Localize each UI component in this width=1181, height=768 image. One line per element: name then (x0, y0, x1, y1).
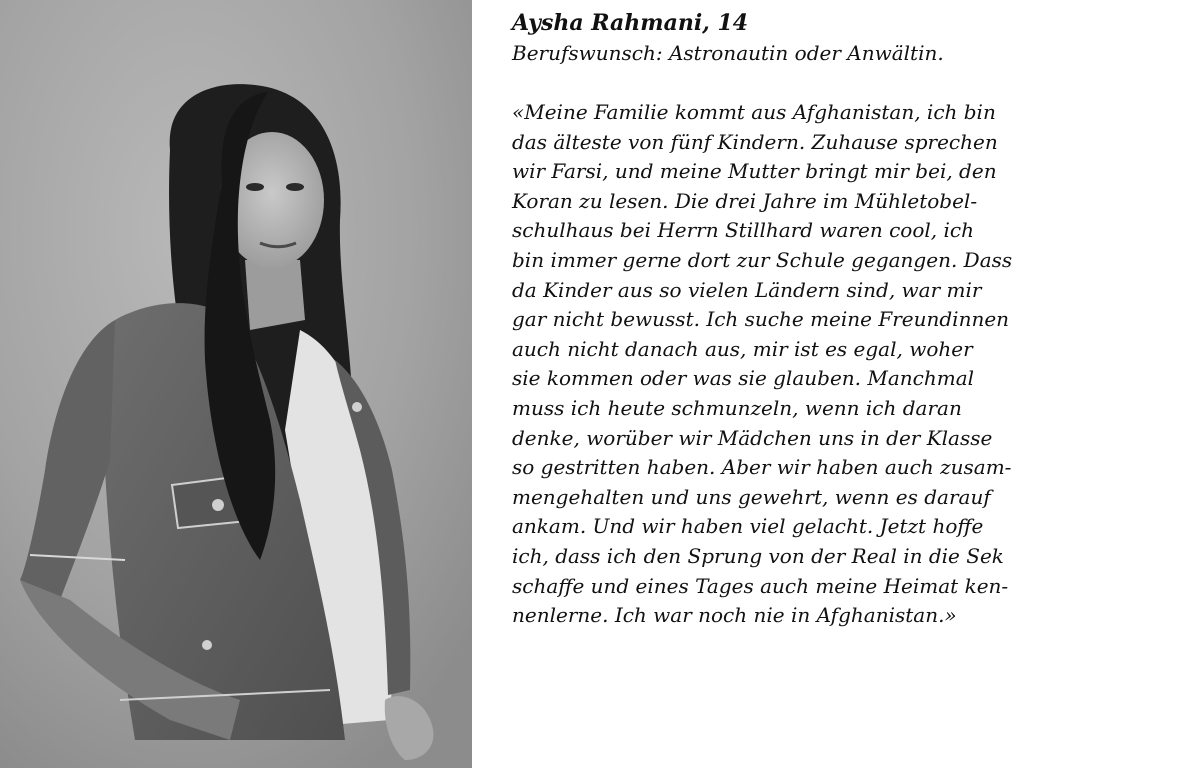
quote-line: mengehalten und uns gewehrt, wenn es darauf (512, 484, 991, 509)
quote-line: «Meine Familie kommt aus Afghanistan, ich bin (512, 100, 996, 124)
quote-line: schulhaus bei Herrn Stillhard waren cool, ich (512, 218, 974, 243)
name-heading: Aysha Rahmani, 14 (512, 10, 749, 36)
quote-line: nenlerne. Ich war noch nie in Afghanistan.» (512, 603, 957, 628)
quote-line: so gestritten haben. Aber wir haben auch zusam- (512, 455, 1012, 480)
quote-line: das älteste von fünf Kindern. Zuhause sprechen (512, 129, 998, 154)
quote-line: denke, worüber wir Mädchen uns in der Klasse (512, 425, 993, 450)
portrait-photo (0, 0, 472, 768)
quote-line: schaffe und eines Tages auch meine Heimat ken- (512, 573, 1009, 598)
quote-line: sie kommen oder was sie glauben. Manchmal (512, 366, 975, 391)
quote-line: Koran zu lesen. Die drei Jahre im Mühletobel- (512, 188, 978, 213)
quote-line: muss ich heute schmunzeln, wenn ich daran (512, 395, 962, 420)
quote-line: da Kinder aus so vielen Ländern sind, war mir (512, 277, 982, 302)
profile-text (512, 8, 1152, 631)
quote-line: ich, dass ich den Sprung von der Real in die Sek (512, 543, 1004, 568)
quote-block (512, 98, 1152, 631)
quote-line: ankam. Und wir haben viel gelacht. Jetzt hoffe (512, 514, 984, 539)
career-wish: Berufswunsch: Astronautin oder Anwältin. (512, 41, 944, 65)
quote-line: wir Farsi, und meine Mutter bringt mir bei, den (512, 159, 997, 184)
quote-line: auch nicht danach aus, mir ist es egal, woher (512, 336, 973, 361)
quote-line: gar nicht bewusst. Ich suche meine Freundinnen (512, 307, 1010, 332)
quote-line: bin immer gerne dort zur Schule gegangen. Dass (512, 247, 1013, 272)
